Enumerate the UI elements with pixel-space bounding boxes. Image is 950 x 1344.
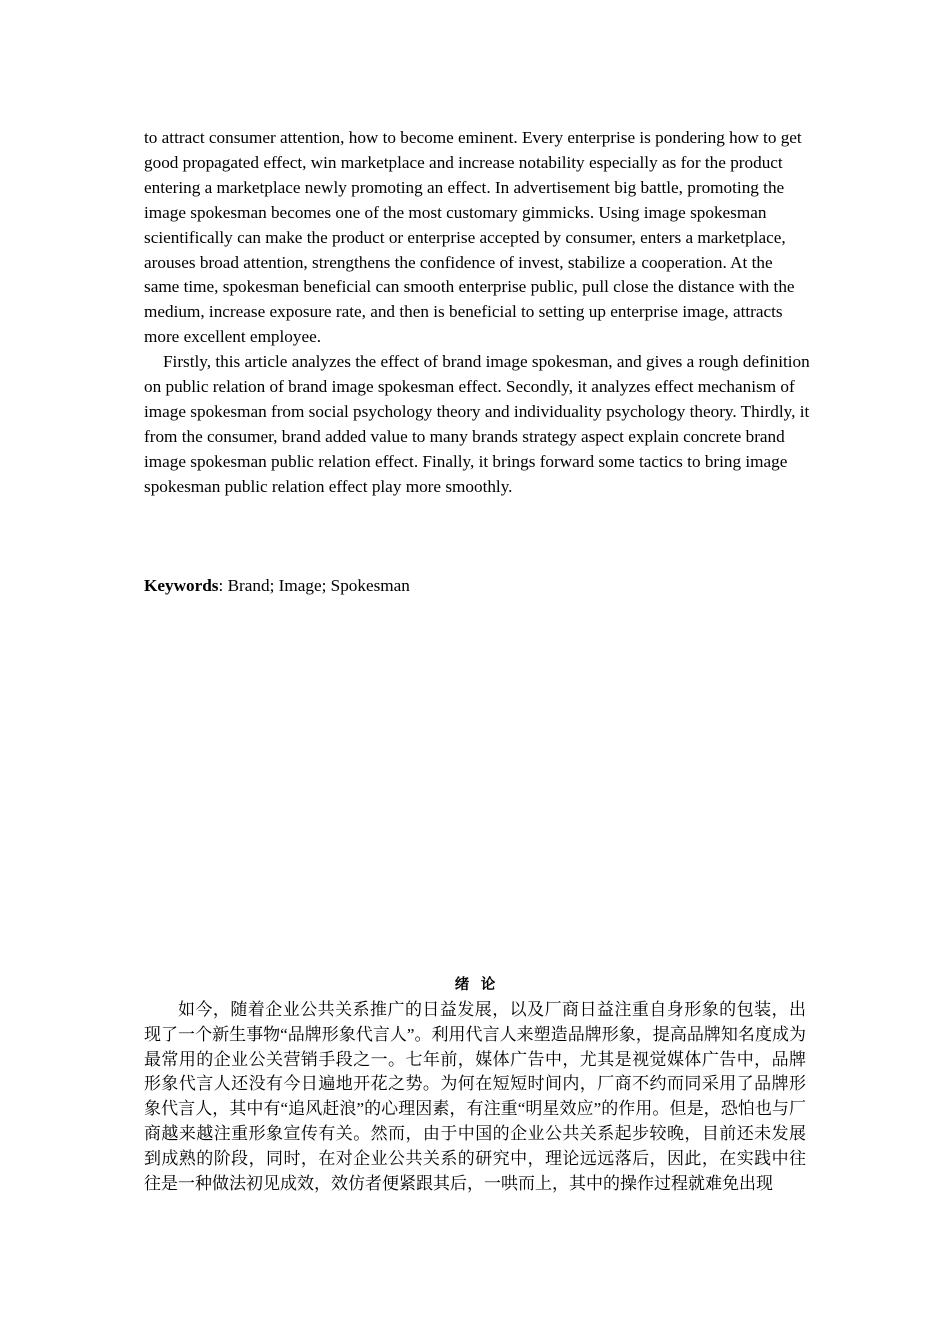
keywords-label: Keywords <box>144 576 219 595</box>
keywords-separator: : <box>218 576 228 595</box>
introduction-paragraph: 如今，随着企业公共关系推广的日益发展，以及厂商日益注重自身形象的包装，出现了一个新生事物“品牌形象代言人”。利用代言人来塑造品牌形象，提高品牌知名度成为最常用的企业公关营销手段之一。七年前，媒体广告中，尤其是视觉媒体广告中，品牌形象代言人还没有今日遍地开花之势。为何在短短时间内，厂商不约而同采用了品牌形象代言人，其中有“追风赶浪”的心理因素，有注重“明星效应”的作用。但是，恐怕也与厂商越来越注重形象宣传有关。然而，由于中国的企业公共关系起步较晚，目前还未发展到成熟的阶段，同时，在对企业公共关系的研究中，理论远远落后，因此，在实践中往往是一种做法初见成效，效仿者便紧跟其后，一哄而上，其中的操作过程就难免出现 <box>144 1000 806 1193</box>
introduction-title: 绪 论 <box>454 977 500 993</box>
keywords-line <box>144 574 810 599</box>
abstract-paragraph-2: Firstly, this article analyzes the effect of brand image spokesman, and gives a rough definition on public relation of brand image spokesman effect. Secondly, it analyzes effect mechanism of image spokesman from social psychology theory and individuality psychology theory. Thirdly, it from the consumer, brand added value to many brands strategy aspect explain concrete brand image spokesman public relation effect. Finally, it brings forward some tactics to bring image spokesman public relation effect play more smoothly. <box>144 352 810 496</box>
abstract-english <box>144 126 810 500</box>
abstract-paragraph-1: to attract consumer attention, how to become eminent. Every enterprise is pondering how to get good propagated effect, win marketplace and increase notability especially as for the product entering a marketplace newly promoting an effect. In advertisement big battle, promoting the image spokesman becomes one of the most customary gimmicks. Using image spokesman scientifically can make the product or enterprise accepted by consumer, enters a marketplace, arouses broad attention, strengthens the confidence of invest, stabilize a cooperation. At the same time, spokesman beneficial can smooth enterprise public, pull close the distance with the medium, increase exposure rate, and then is beneficial to setting up enterprise image, attracts more excellent employee. <box>144 128 802 347</box>
keywords-value: Brand; Image; Spokesman <box>227 576 410 595</box>
